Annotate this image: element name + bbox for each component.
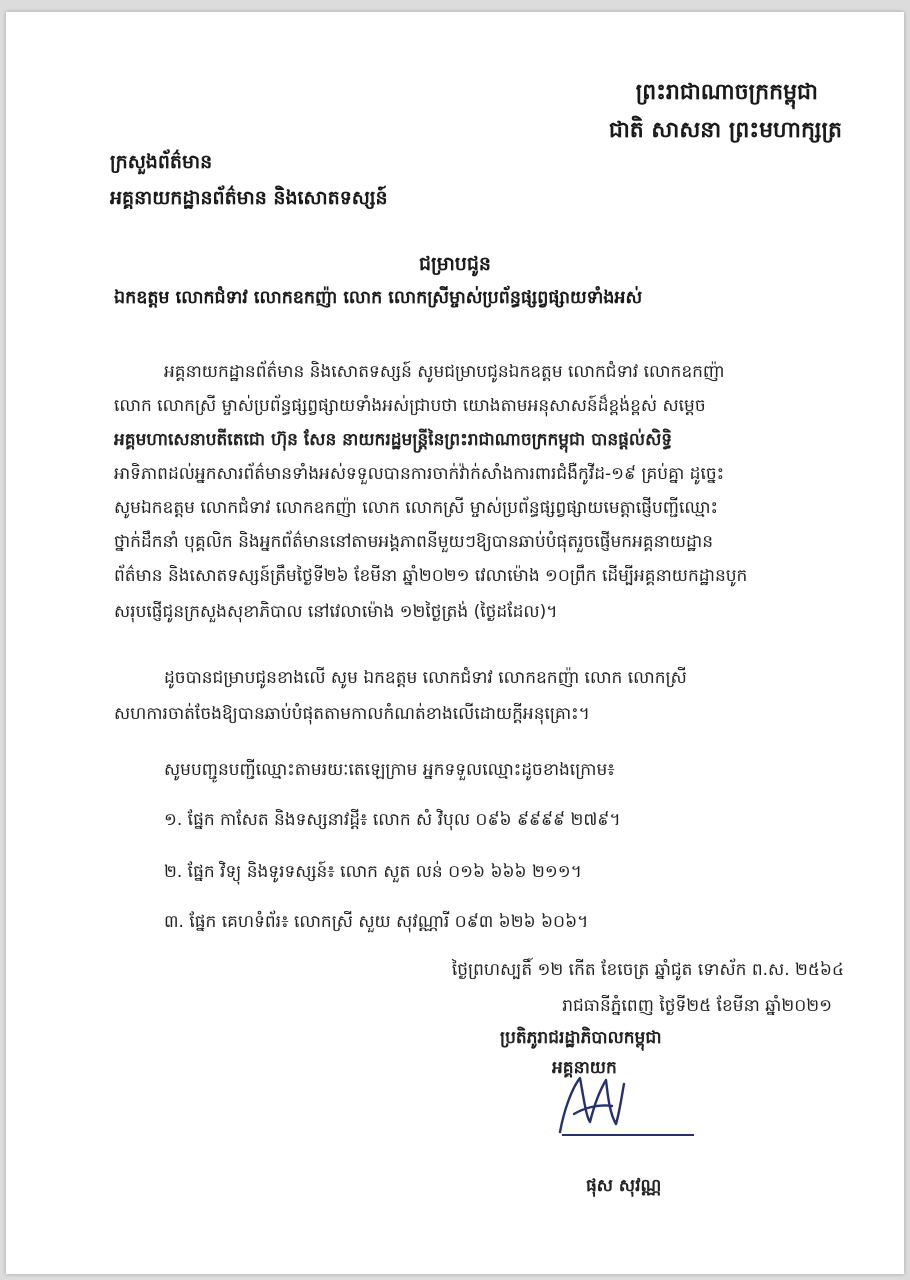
signatory-name: ផុស សុវណ្ណ [586, 1176, 662, 1196]
ministry-name: ក្រសួងព័ត៌មាន [110, 151, 213, 173]
document-page [6, 12, 904, 1274]
contact-item: ២. ផ្នែក វិទ្យុ និងទូរទស្សន៍៖ លោក សួត លន់ ០១៦ ៦៦៦ ២១១។ [164, 862, 582, 882]
paragraph-1-line: អគ្គមហាសេនាបតីតេជោ ហ៊ុន សែន នាយករដ្ឋមន្ត្រីនៃព្រះរាជាណាចក្រកម្ពុជា បានផ្ដល់សិទ្ធិ [114, 430, 673, 450]
signatory-organization: ប្រតិភូរាជរដ្ឋាភិបាលកម្ពុជា [500, 1028, 662, 1048]
signatory-title: អគ្គនាយក [552, 1058, 617, 1078]
kingdom-motto: ជាតិ សាសនា ព្រះមហាក្សត្រ [608, 118, 842, 143]
paragraph-1-line: អគ្គនាយកដ្ឋានព័ត៌មាន និងសោតទស្សន៍ សូមជម្រាបជូនឯកឧត្តម លោកជំទាវ លោកឧកញ៉ា [164, 362, 725, 382]
contact-item: ៣. ផ្នែក គេហទំព័រ៖ លោកស្រី សួយ សុវណ្ណារី ០៩៣ ៦២៦ ៦០៦។ [164, 912, 589, 932]
paragraph-2-line: សហការចាត់ចែងឱ្យបានឆាប់បំផុតតាមកាលកំណត់ខាងលើដោយក្ដីអនុគ្រោះ។ [114, 704, 590, 724]
notice-addressee: ឯកឧត្តម លោកជំទាវ លោកឧកញ៉ា លោក លោកស្រីម្ចាស់ប្រព័ន្ធផ្សព្វផ្សាយទាំងអស់ [114, 288, 643, 308]
department-name: អគ្គនាយកដ្ឋានព័ត៌មាន និងសោតទស្សន៍ [110, 187, 388, 209]
paragraph-1-line: អាទិភាពដល់អ្នកសារព័ត៌មានទាំងអស់ទទួលបានការចាក់វ៉ាក់សាំងការពារជំងឺកូវីដ-១៩ គ្រប់គ្នា ដូច្នេះ [114, 464, 725, 484]
notice-title: ជម្រាបជូន [419, 253, 491, 275]
paragraph-1-line: ថ្នាក់ដឹកនាំ បុគ្គលិក និងអ្នកព័ត៌មាននៅតាមអង្គភាពនីមួយៗឱ្យបានឆាប់បំផុតរួចផ្ញើមកអគ្គនាយដ្ឋាន [114, 532, 714, 552]
signature-underline [562, 1134, 694, 1136]
paragraph-1-line: លោក លោកស្រី ម្ចាស់ប្រព័ន្ធផ្សព្វផ្សាយទាំងអស់ជ្រាបថា យោងតាមអនុសាសន៍ដ៏ខ្ពង់ខ្ពស់ សម្ដេច [114, 396, 706, 416]
paragraph-1-line: សរុបផ្ញើជូនក្រសួងសុខាភិបាល នៅវេលាម៉ោង ១២ថ្ងៃត្រង់ (ថ្ងៃដដែល)។ [114, 602, 558, 622]
lunar-date: ថ្ងៃព្រហស្បតិ៍ ១២ កើត ខែចេត្រ ឆ្នាំជូត ទោស័ក ព.ស. ២៥៦៤ [451, 960, 844, 980]
place-and-date: រាជធានីភ្នំពេញ ថ្ងៃទី២៥ ខែមីនា ឆ្នាំ២០២១ [562, 996, 832, 1016]
paragraph-1-line: សូមឯកឧត្តម លោកជំទាវ លោកឧកញ៉ា លោក លោកស្រី ម្ចាស់ប្រព័ន្ធផ្សព្វផ្សាយមេត្តាផ្ញើបញ្ជីឈ្មោះ [114, 498, 719, 518]
kingdom-name: ព្រះរាជាណាចក្រកម្ពុជា [635, 80, 818, 105]
contact-intro: សូមបញ្ជូនបញ្ជីឈ្មោះតាមរយៈតេឡេក្រាម អ្នកទទួលឈ្មោះដូចខាងក្រោម៖ [164, 760, 615, 780]
paragraph-1-line: ព័ត៌មាន និងសោតទស្សន៍ត្រឹមថ្ងៃទី២៦ ខែមីនា ឆ្នាំ២០២១ វេលាម៉ោង ១០ព្រឹក ដើម្បីអគ្គនាយកដ្ឋានបូក [114, 566, 748, 586]
paragraph-2-line: ដូចបានជម្រាបជូនខាងលើ សូម ឯកឧត្តម លោកជំទាវ លោកឧកញ៉ា លោក លោកស្រី [164, 668, 687, 688]
contact-item: ១. ផ្នែក កាសែត និងទស្សនាវដ្ដី៖ លោក សំ វិបុល ០៩៦ ៩៩៩៩ ២៧៩។ [164, 810, 621, 830]
handwritten-signature [554, 1070, 644, 1140]
